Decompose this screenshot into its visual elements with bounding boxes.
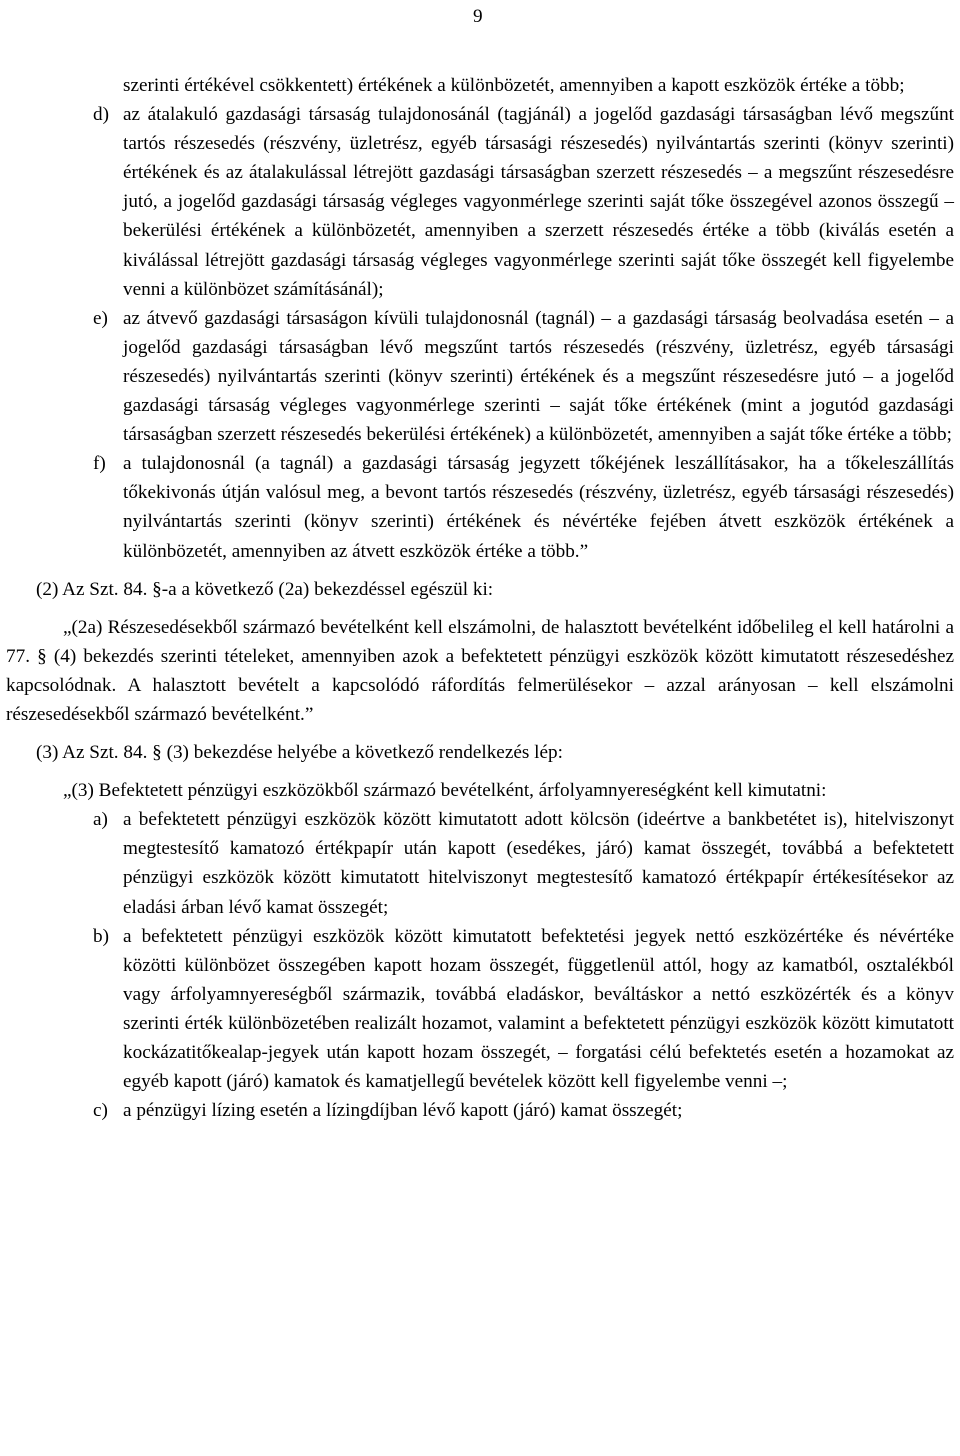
continuation-paragraph: szerinti értékével csökkentett) értékének a különbözetét, amennyiben a kapott eszközök értéke a több; <box>123 75 905 96</box>
list-marker: a) <box>93 809 108 831</box>
document-body <box>0 71 960 1125</box>
list-marker: f) <box>93 453 106 475</box>
list-item-text: az átvevő gazdasági társaságon kívüli tulajdonosnál (tagnál) – a gazdasági társaság beolvadása esetén – a jogelőd gazdasági társaságban lévő megszűnt tartós részesedés (részvény, üzletrész, egyéb társasági részesedés) nyilvántartás szerinti (könyv szerinti) értékének és a megszűnt részesedésre jutó – a jogelőd gazdasági társaság végleges vagyonmérlege szerinti – saját tőke értékének (mint a jogutód gazdasági társaságban szerzett részesedés bekerülési értékének) a különbözetét, amennyiben a saját tőke értéke a több; <box>123 307 954 446</box>
list-item-text: a pénzügyi lízing esetén a lízingdíjban lévő kapott (járó) kamat összegét; <box>123 1100 683 1122</box>
section-3-quote: „(3) Befektetett pénzügyi eszközökből származó bevételként, árfolyamnyereségként kell kimutatni: <box>63 780 827 802</box>
list-marker: c) <box>93 1100 108 1122</box>
section-3-heading: (3) Az Szt. 84. § (3) bekezdése helyébe a következő rendelkezés lép: <box>36 742 563 764</box>
list-marker: e) <box>93 307 108 329</box>
list-items-upper <box>0 100 960 566</box>
list-item-text: a befektetett pénzügyi eszközök között kimutatott adott kölcsön (ideértve a bankbetétet is), hitelviszonyt megtestesítő kamatozó értékpapír után kapott (esedékes, járó) kamat összegét, továbbá a befektetett pénzügyi eszközök között kimutatott hitelviszonyt megtestesítő kamatozó értékpapír értékesítésekor az eladási árban lévő kamat összegét; <box>123 809 954 918</box>
list-item-f <box>0 449 960 565</box>
section-2-quote: „(2a) Részesedésekből származó bevételként kell elszámolni, de halasztott bevételként időbelileg el kell határolni a 77. § (4) bekezdés szerinti tételeket, amennyiben azok a befektetett pénzügyi eszközök között kimutatott részesedéshez kapcsolódnak. A halasztott bevételt a kapcsolódó ráfordítás felmerülésekor – azzal arányosan – kell elszámolni részesedésekből származó bevételként.” <box>6 616 954 725</box>
list-marker: b) <box>93 925 109 947</box>
list-item-a <box>0 805 960 921</box>
list-item-d <box>0 100 960 304</box>
section-2-heading: (2) Az Szt. 84. §-a a következő (2a) bekezdéssel egészül ki: <box>36 578 494 600</box>
list-item-text: a tulajdonosnál (a tagnál) a gazdasági társaság jegyzett tőkéjének leszállításakor, ha a tőkeleszállítás tőkekivonás útján valósul meg, a bevont tartós részesedés (részvény, üzletrész, egyéb társasági részesedés) nyilvántartás szerinti (könyv szerinti) értékének és névértéke fejében átvett eszközök értékének a különbözetét, amennyiben az átvett eszközök értéke a több.” <box>123 453 954 562</box>
list-items-lower <box>0 805 960 1125</box>
list-marker: d) <box>93 104 109 126</box>
list-item-c <box>0 1096 960 1125</box>
list-item-text: a befektetett pénzügyi eszközök között kimutatott befektetési jegyek nettó eszközértéke és névértéke közötti különbözet összegében kapott hozam összegét, függetlenül attól, hogy az kamatból, osztalékból vagy árfolyamnyereségből származik, továbbá eladáskor, beváltáskor a nettó eszközérték és a könyv szerinti érték különbözetében realizált hozamot, valamint a befektetett pénzügyi eszközök között kimutatott kockázatitőkealap-jegyek után kapott hozam összegét, – forgatási célú befektetés esetén a hozamokat az egyéb kapott (járó) kamatok és kamatjellegű bevételek között kell figyelembe venni –; <box>123 925 954 1093</box>
list-item-b <box>0 922 960 1097</box>
list-item-text: az átalakuló gazdasági társaság tulajdonosánál (tagjánál) a jogelőd gazdasági társaságban lévő megszűnt tartós részesedés (részvény, üzletrész, egyéb társasági részesedés) nyilvántartás szerinti (könyv szerinti) értékének és az átalakulással létrejött gazdasági társaságban szerzett részesedés – a megszűnt részesedésre jutó, a jogelőd gazdasági társaság végleges vagyonmérlege szerinti saját tőke összegével azonos összegű – bekerülési értékének a különbözetét, amennyiben a szerzett részesedés értéke a több (kiválás esetén a kiválással létrejött gazdasági társaság végleges vagyonmérlege szerinti saját tőke összegét kell figyelembe venni a különbözet számításánál); <box>123 104 954 300</box>
list-item-e <box>0 304 960 449</box>
page-number: 9 <box>473 6 483 27</box>
